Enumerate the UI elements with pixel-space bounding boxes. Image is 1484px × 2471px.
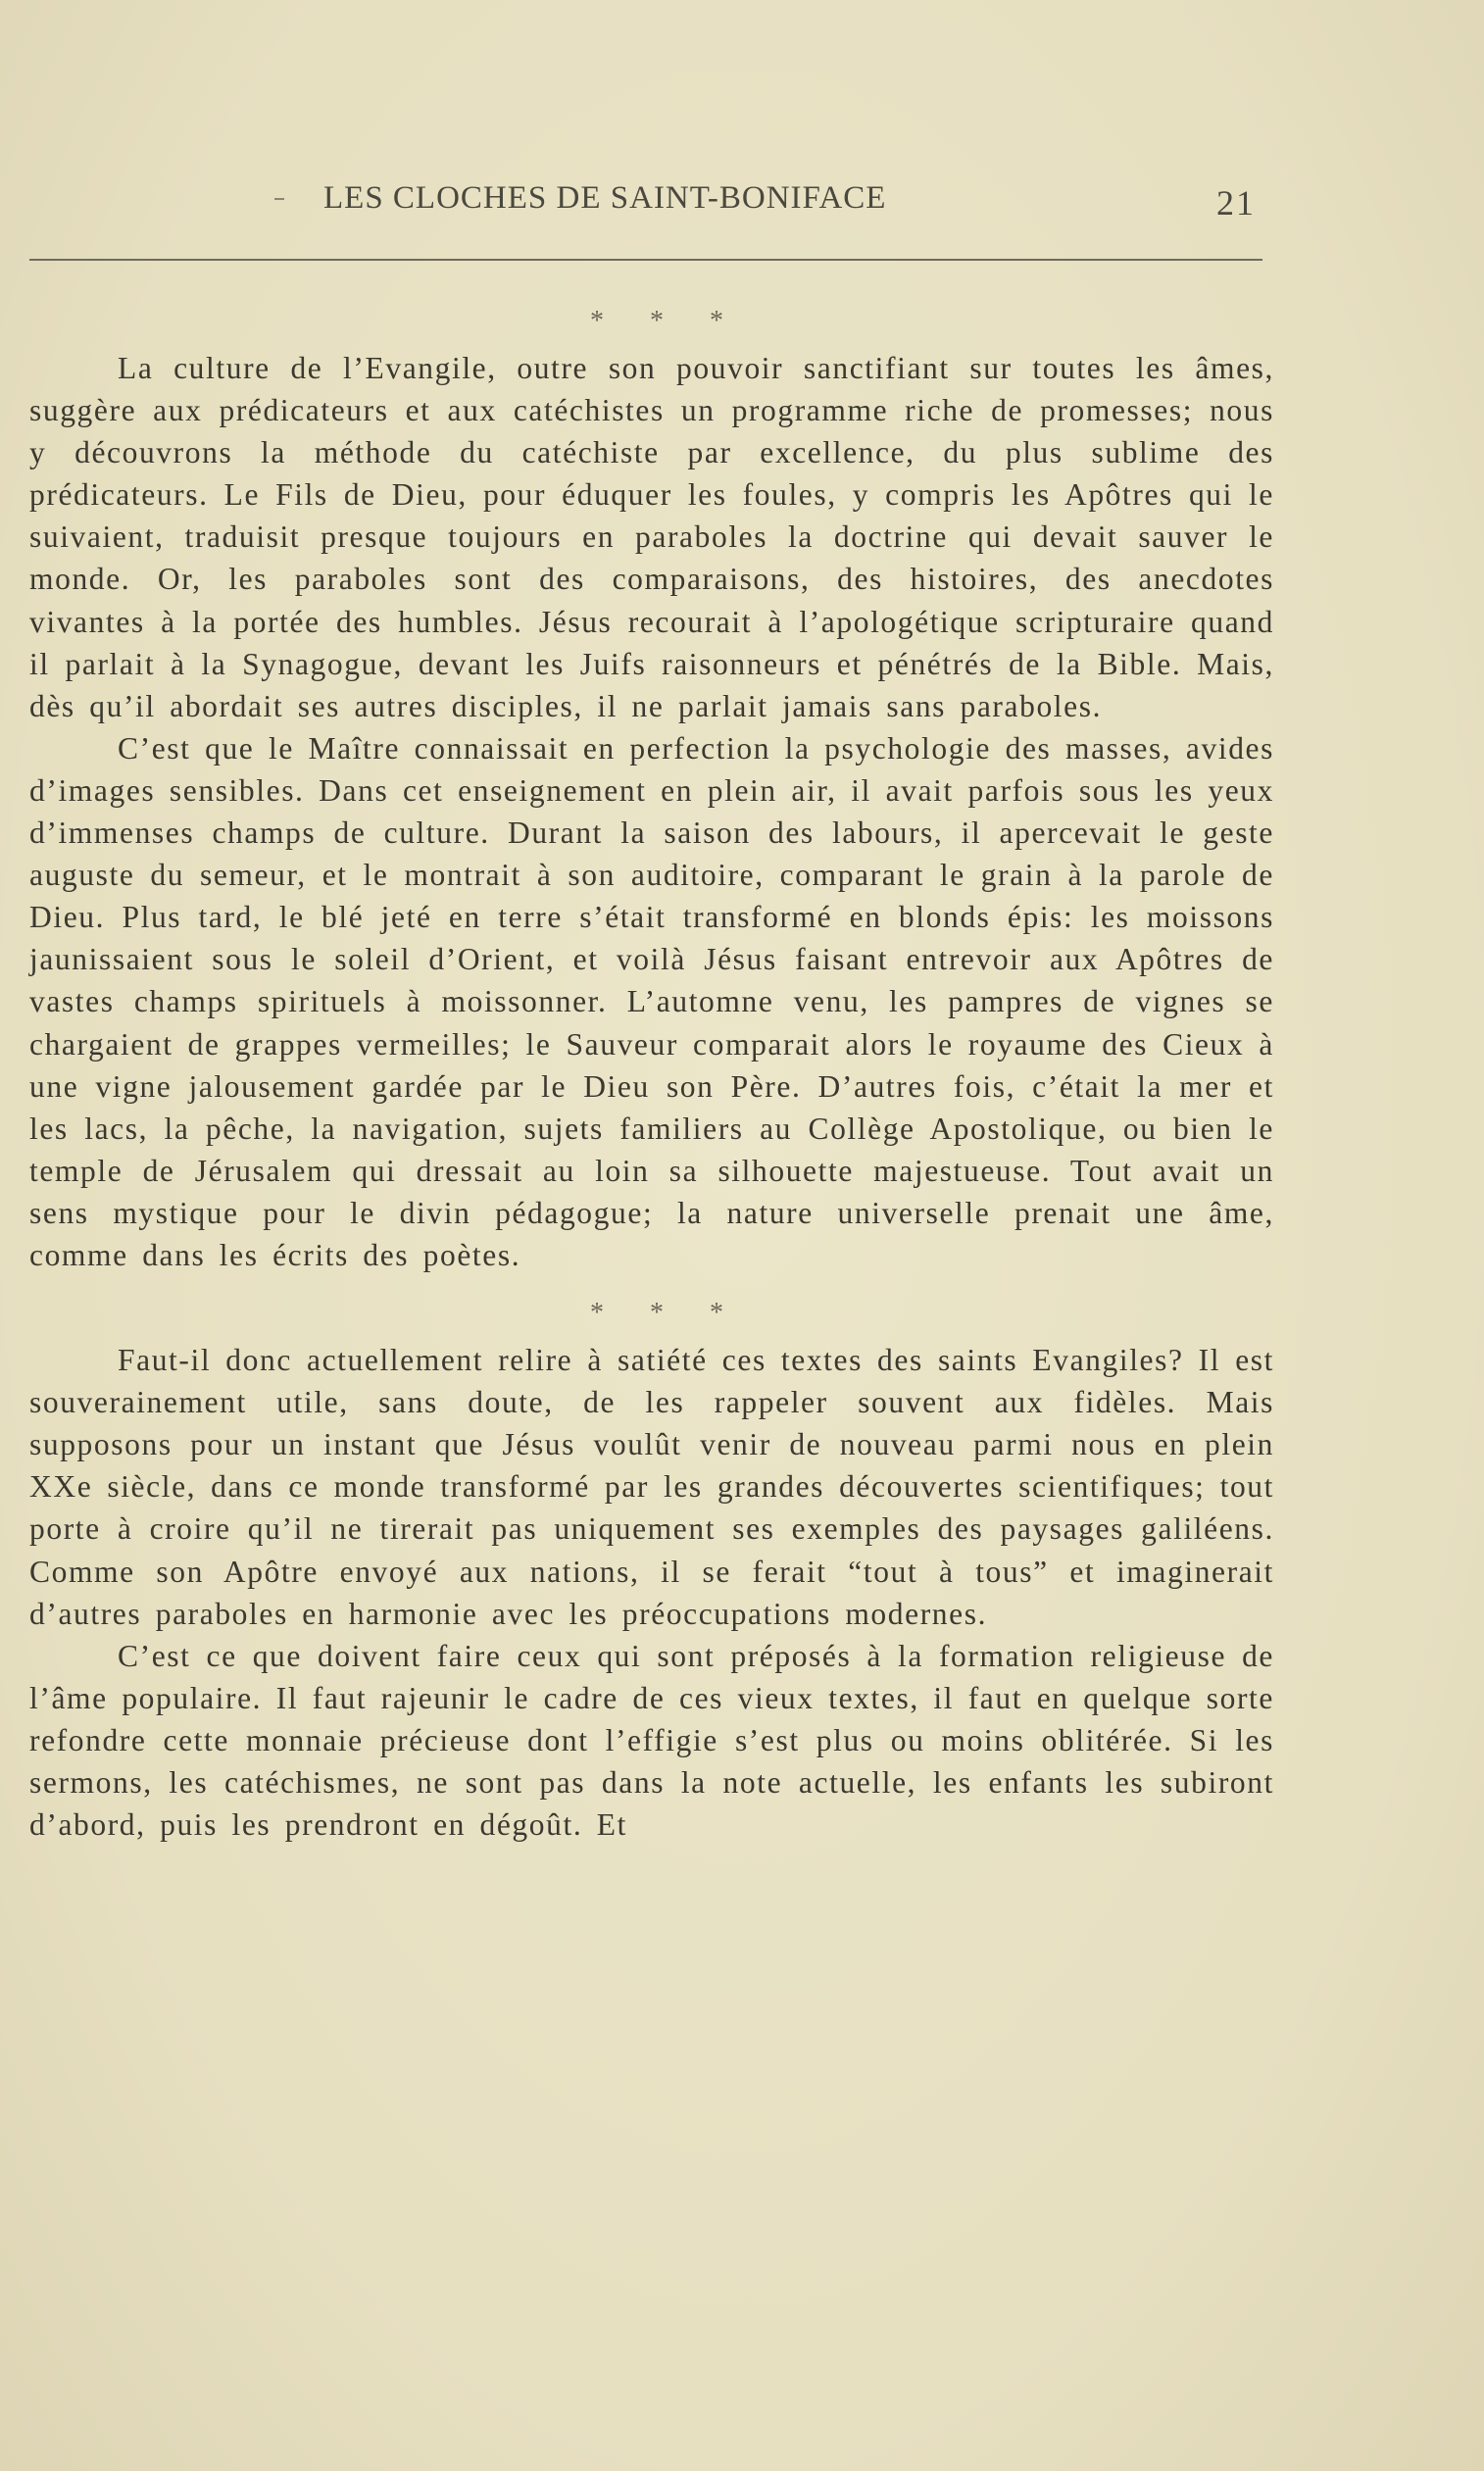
paragraph-3: Faut-il donc actuellement relire à satiété ces textes des saints Evangiles? Il est souverainement utile, sans doute, de les rappeler souvent aux fidèles. Mais supposons pour un instant que Jésus voulût venir de nouveau parmi nous en plein XXe siècle, dans ce monde transformé par les grandes découvertes scientifiques; tout porte à croire qu’il ne tirerait pas uniquement ses exemples des paysages galiléens. Comme son Apôtre envoyé aux nations, il se ferait “tout à tous” et imaginerait d’autres paraboles en harmonie avec les préoccupations modernes. [29,1343,1274,1631]
page-header [0,180,1484,229]
body-text [29,296,1274,1846]
header-rule [29,259,1262,261]
section-break-2: * * * [590,1298,743,1329]
section-break-1: * * * [590,306,743,336]
running-title: LES CLOCHES DE SAINT-BONIFACE [323,180,887,216]
paragraph-1: La culture de l’Evangile, outre son pouvoir sanctifiant sur toutes les âmes, suggère aux prédicateurs et aux catéchistes un programme riche de promesses; nous y découvrons la méthode du catéchiste par excellence, du plus sublime des prédicateurs. Le Fils de Dieu, pour éduquer les foules, y compris les Apôtres qui le suivaient, traduisit presque toujours en paraboles la doctrine qui devait sauver le monde. Or, les paraboles sont des comparaisons, des histoires, des anecdotes vivantes à la portée des humbles. Jésus recourait à l’apologétique scripturaire quand il parlait à la Synagogue, devant les Juifs raisonneurs et pénétrés de la Bible. Mais, dès qu’il abordait ses autres disciples, il ne parlait jamais sans paraboles. [29,351,1274,723]
page-number: 21 [1216,183,1256,222]
paragraph-4: C’est ce que doivent faire ceux qui sont préposés à la formation religieuse de l’âme populaire. Il faut rajeunir le cadre de ces vieux textes, il faut en quelque sorte refondre cette monnaie précieuse dont l’effigie s’est plus ou moins oblitérée. Si les sermons, les catéchismes, ne sont pas dans la note actuelle, les enfants les subiront d’abord, puis les prendront en dégoût. Et [29,1638,1274,1843]
header-dash [274,198,284,200]
paragraph-2: C’est que le Maître connaissait en perfection la psychologie des masses, avides d’images sensibles. Dans cet enseignement en plein air, il avait parfois sous les yeux d’immenses champs de culture. Durant la saison des labours, il apercevait le geste auguste du semeur, et le montrait à son auditoire, comparant le grain à la parole de Dieu. Plus tard, le blé jeté en terre s’était transformé en blonds épis: les moissons jaunissaient sous le soleil d’Orient, et voilà Jésus faisant entrevoir aux Apôtres de vastes champs spirituels à moissonner. L’automne venu, les pampres de vignes se chargaient de grappes vermeilles; le Sauveur comparait alors le royaume des Cieux à une vigne jalousement gardée par le Dieu son Père. D’autres fois, c’était la mer et les lacs, la pêche, la navigation, sujets familiers au Collège Apostolique, ou bien le temple de Jérusalem qui dressait au loin sa silhouette majestueuse. Tout avait un sens mystique pour le divin pédagogue; la nature universelle prenait une âme, comme dans les écrits des poètes. [29,730,1274,1272]
